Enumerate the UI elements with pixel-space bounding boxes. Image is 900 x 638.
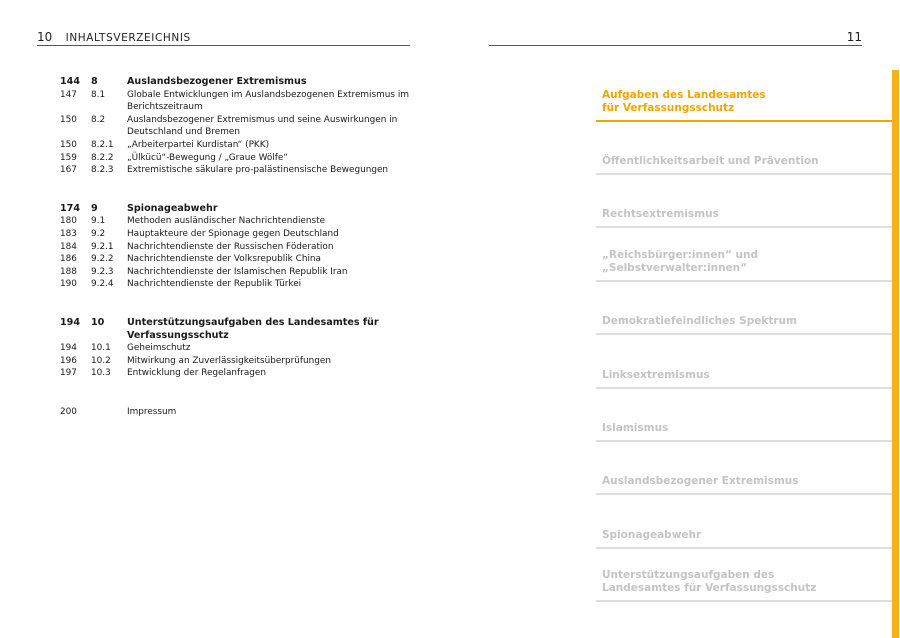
toc-section-number: 8.2.1 <box>91 139 114 150</box>
toc-entry[interactable] <box>60 406 410 419</box>
toc-page-number: 200 <box>60 406 77 417</box>
toc-page-number: 197 <box>60 368 77 379</box>
left-page-header <box>37 30 191 44</box>
chapter-tab[interactable] <box>596 444 892 496</box>
toc-page-number: 194 <box>60 316 81 328</box>
toc-page-number: 144 <box>60 76 81 87</box>
toc-entry-title: Auslandsbezogener Extremismus <box>127 76 307 87</box>
toc-entry[interactable] <box>60 266 410 279</box>
toc-entry[interactable] <box>60 139 410 152</box>
chapter-tab-label: Öffentlichkeitsarbeit und Prävention <box>602 154 819 167</box>
toc-page-number: 184 <box>60 241 77 252</box>
toc-entry-title: Entwicklung der Regelanfragen <box>127 368 266 379</box>
toc-entry-title: „Arbeiterpartei Kurdistan“ (PKK) <box>127 139 270 150</box>
toc-section-number: 10.1 <box>91 343 111 354</box>
chapter-tab[interactable] <box>596 230 892 282</box>
chapter-tab[interactable] <box>596 123 892 175</box>
chapter-tab[interactable] <box>596 337 892 389</box>
chapter-tab[interactable] <box>596 390 892 442</box>
header-rule-left <box>37 45 410 46</box>
chapter-tab-label: Spionageabwehr <box>602 528 702 541</box>
toc-entry[interactable] <box>60 215 410 228</box>
toc-page-number: 159 <box>60 152 77 163</box>
toc-page-number: 150 <box>60 139 77 150</box>
toc-entry-title: Nachrichtendienste der Republik Türkei <box>127 279 302 290</box>
toc-page-number: 186 <box>60 254 77 265</box>
toc-entry-title: Methoden ausländischer Nachrichtendienste <box>127 216 326 227</box>
toc-page-number: 188 <box>60 266 77 277</box>
table-of-contents <box>60 76 410 444</box>
toc-group <box>60 317 410 380</box>
chapter-accent-bar <box>892 70 899 638</box>
toc-entry-title: Impressum <box>127 406 177 417</box>
toc-section-number: 8.1 <box>91 89 106 100</box>
toc-entry-title: Hauptakteure der Spionage gegen Deutschland <box>127 228 339 239</box>
toc-entry[interactable] <box>60 89 410 114</box>
chapter-tab-label: Auslandsbezogener Extremismus <box>602 475 799 488</box>
toc-section-number: 9.2.4 <box>91 279 114 290</box>
section-title: INHALTSVERZEICHNIS <box>65 32 191 44</box>
toc-chapter-entry[interactable] <box>60 317 410 342</box>
left-page-number: 10 <box>37 30 53 44</box>
toc-entry[interactable] <box>60 355 410 368</box>
toc-page-number: 194 <box>60 343 77 354</box>
chapter-tab-label: Aufgaben des Landesamtes für Verfassungsschutz <box>602 88 766 114</box>
chapter-tab-active[interactable] <box>596 70 892 122</box>
toc-group <box>60 406 410 419</box>
toc-entry-title: Spionageabwehr <box>127 202 218 214</box>
toc-entry[interactable] <box>60 367 410 380</box>
chapter-tab-label: Unterstützungsaufgaben des Landesamtes für Verfassungsschutz <box>602 569 817 595</box>
toc-page-number: 196 <box>60 355 77 366</box>
toc-section-number: 10.3 <box>91 368 111 379</box>
chapter-tab[interactable] <box>596 551 892 603</box>
toc-section-number: 9.2.2 <box>91 254 114 265</box>
chapter-tab[interactable] <box>596 177 892 229</box>
toc-section-number <box>91 406 127 419</box>
toc-section-number: 8.2.2 <box>91 152 114 163</box>
toc-entry[interactable] <box>60 114 410 139</box>
toc-entry[interactable] <box>60 253 410 266</box>
toc-entry[interactable] <box>60 228 410 241</box>
toc-page-number: 150 <box>60 114 77 125</box>
toc-entry[interactable] <box>60 164 410 177</box>
toc-entry[interactable] <box>60 342 410 355</box>
toc-chapter-entry[interactable] <box>60 203 410 216</box>
chapter-sidebar <box>596 70 892 604</box>
toc-section-number: 9.2.3 <box>91 266 114 277</box>
toc-group <box>60 76 410 177</box>
toc-entry-title: Globale Entwicklungen im Auslandsbezogenen Extremismus im Berichtszeitraum <box>127 89 409 113</box>
chapter-tab-label: Linksextremismus <box>602 368 710 381</box>
toc-page-number: 190 <box>60 279 77 290</box>
toc-section-number: 8.2.3 <box>91 165 114 176</box>
toc-page-number: 167 <box>60 165 77 176</box>
toc-section-number: 10.2 <box>91 355 111 366</box>
toc-page-number: 174 <box>60 202 81 214</box>
toc-entry-title: „Ülkücü“-Bewegung / „Graue Wölfe“ <box>127 152 288 163</box>
toc-entry-title: Nachrichtendienste der Volksrepublik China <box>127 254 321 265</box>
toc-entry-title: Nachrichtendienste der Russischen Föderation <box>127 241 334 252</box>
toc-group <box>60 203 410 291</box>
toc-entry-title: Nachrichtendienste der Islamischen Republik Iran <box>127 266 348 277</box>
chapter-tab-label: Islamismus <box>602 421 669 434</box>
right-page-number: 11 <box>846 30 862 44</box>
chapter-tab-label: Demokratiefeindliches Spektrum <box>602 315 797 328</box>
chapter-tab[interactable] <box>596 497 892 549</box>
toc-section-number: 9.2.1 <box>91 241 114 252</box>
toc-entry-title: Unterstützungsaufgaben des Landesamtes für Verfassungsschutz <box>127 316 379 341</box>
toc-entry-title: Mitwirkung an Zuverlässigkeitsüberprüfungen <box>127 355 331 366</box>
toc-entry[interactable] <box>60 152 410 165</box>
toc-section-number: 10 <box>91 316 105 328</box>
toc-entry[interactable] <box>60 278 410 291</box>
chapter-tab-label: „Reichsbürger:innen“ und „Selbstverwalter:innen“ <box>602 248 759 274</box>
toc-page-number: 183 <box>60 228 77 239</box>
toc-section-number: 9 <box>91 202 98 214</box>
toc-entry-title: Geheimschutz <box>127 343 191 354</box>
header-rule-right <box>489 45 862 46</box>
chapter-tab-label: Rechtsextremismus <box>602 208 719 221</box>
toc-entry[interactable] <box>60 241 410 254</box>
toc-entry-title: Extremistische säkulare pro-palästinensische Bewegungen <box>127 165 389 176</box>
toc-page-number: 147 <box>60 89 77 100</box>
toc-chapter-entry[interactable] <box>60 76 410 89</box>
toc-section-number: 9.1 <box>91 216 106 227</box>
toc-section-number: 8 <box>91 76 98 87</box>
toc-section-number: 8.2 <box>91 114 106 125</box>
chapter-tab[interactable] <box>596 284 892 336</box>
toc-section-number: 9.2 <box>91 228 106 239</box>
toc-entry-title: Auslandsbezogener Extremismus und seine Auswirkungen in Deutschland und Bremen <box>127 114 398 138</box>
toc-page-number: 180 <box>60 216 77 227</box>
